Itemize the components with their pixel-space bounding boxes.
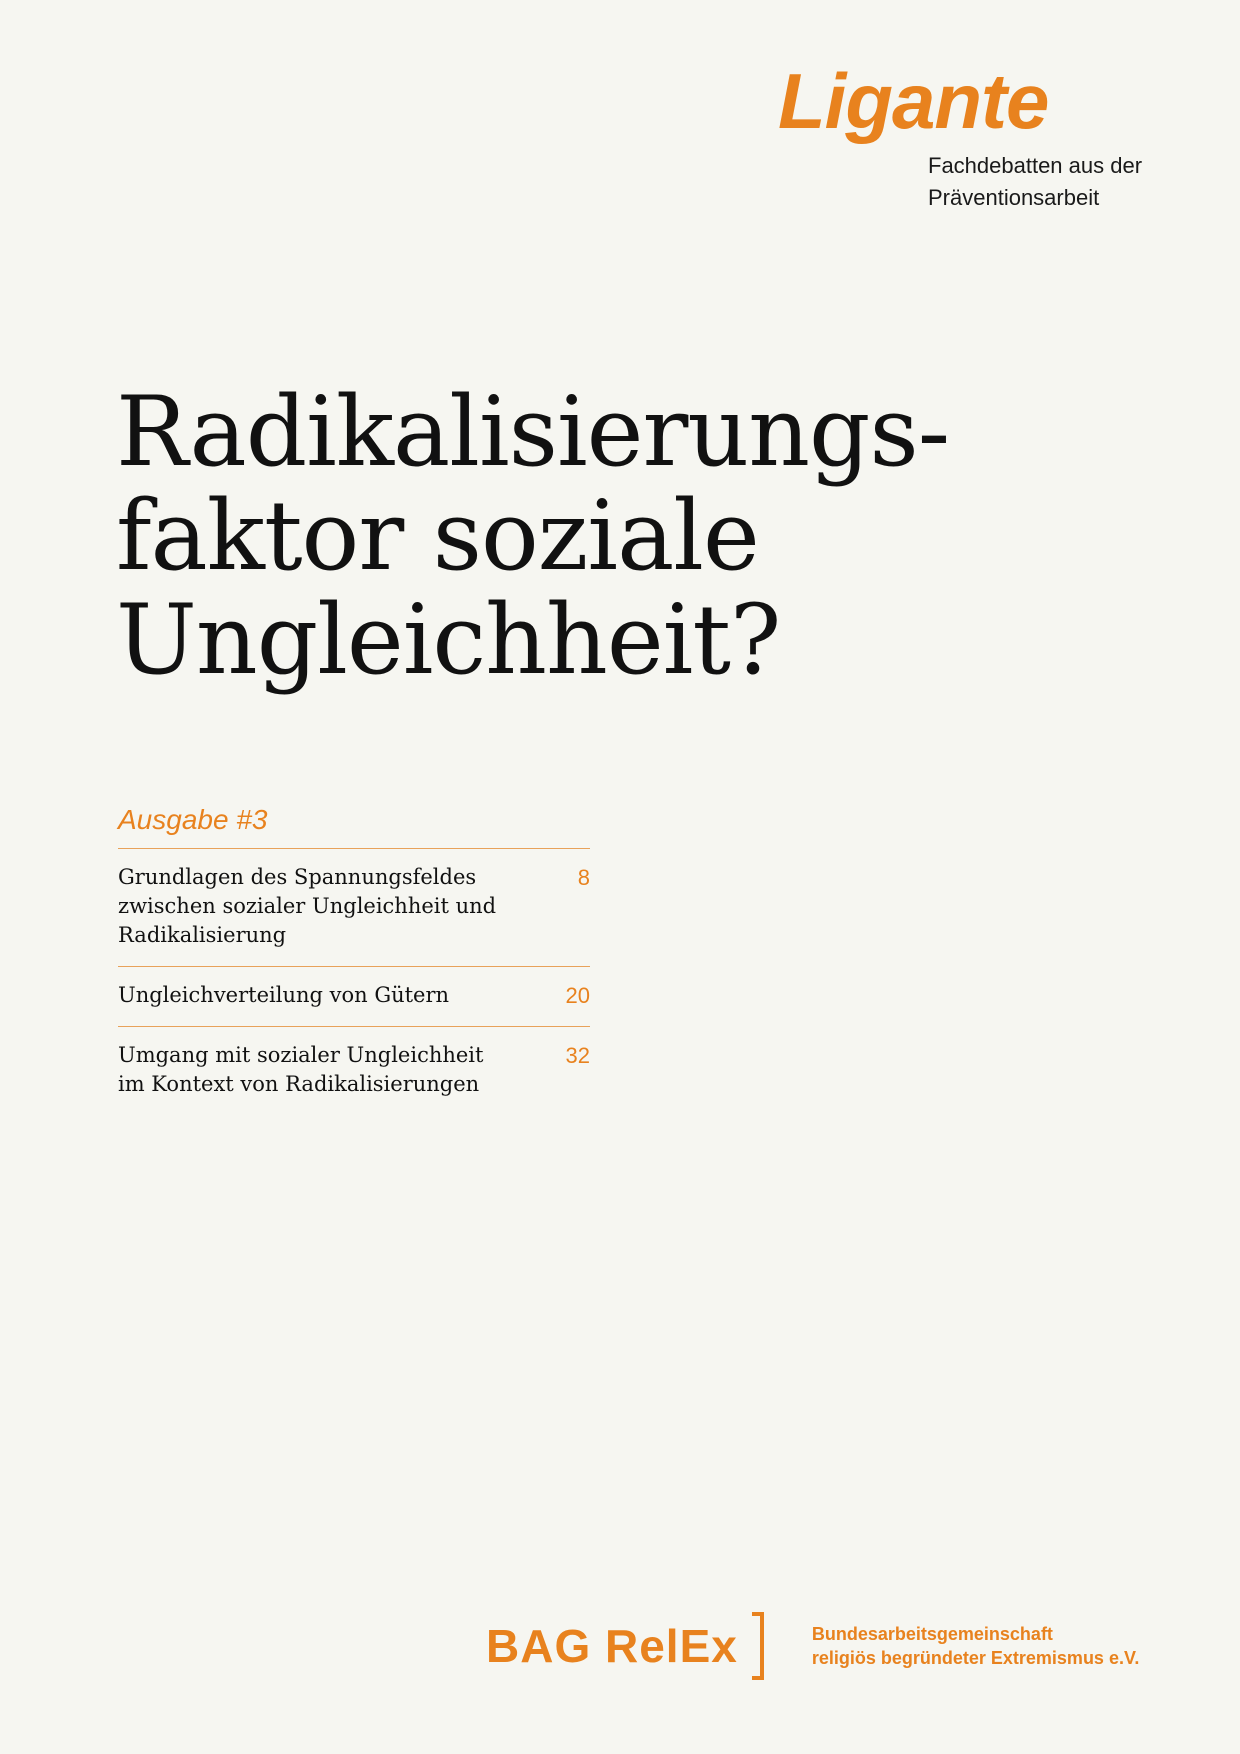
toc-page-number: 32: [565, 1043, 590, 1068]
tagline-line: Präventionsarbeit: [928, 185, 1100, 210]
toc-entry[interactable]: [118, 967, 590, 1027]
toc-page-number: 8: [577, 865, 590, 890]
toc-entry-title: [118, 1041, 518, 1099]
title-line: Ungleichheit?: [116, 584, 781, 696]
masthead-tagline: [928, 150, 1188, 214]
bracket-icon: [752, 1612, 764, 1680]
bag-relex-logo: [486, 1612, 1139, 1680]
toc-entry-line: im Kontext von Radikalisierungen: [118, 1072, 480, 1096]
toc-entry[interactable]: [118, 849, 590, 967]
org-name-line: religiös begründeter Extremismus e.V.: [811, 1648, 1140, 1668]
toc-entry-title: [118, 981, 518, 1010]
table-of-contents: [118, 804, 590, 1115]
org-acronym: BAG RelEx: [486, 1620, 738, 1672]
toc-entry-line: Umgang mit sozialer Ungleichheit: [118, 1043, 484, 1067]
title-line: faktor soziale: [116, 480, 759, 592]
org-name-line: Bundesarbeitsgemeinschaft: [811, 1624, 1053, 1644]
title-line: Radikalisierungs-: [116, 376, 950, 488]
masthead: [778, 57, 1198, 214]
toc-page-number: 20: [565, 983, 590, 1008]
toc-entry-line: Grundlagen des Spannungsfeldes: [118, 865, 477, 889]
toc-entry-line: zwischen sozialer Ungleichheit und: [118, 894, 497, 918]
toc-entry[interactable]: [118, 1027, 590, 1115]
toc-entry-line: Ungleichverteilung von Gütern: [118, 983, 450, 1007]
page-title: [116, 376, 1116, 696]
ligante-logo: Ligante: [778, 57, 1049, 145]
toc-entry-title: [118, 863, 518, 950]
org-full-name: [812, 1622, 1139, 1670]
toc-entry-line: Radikalisierung: [118, 923, 287, 947]
tagline-line: Fachdebatten aus der: [928, 153, 1143, 178]
issue-label: Ausgabe #3: [118, 804, 590, 849]
